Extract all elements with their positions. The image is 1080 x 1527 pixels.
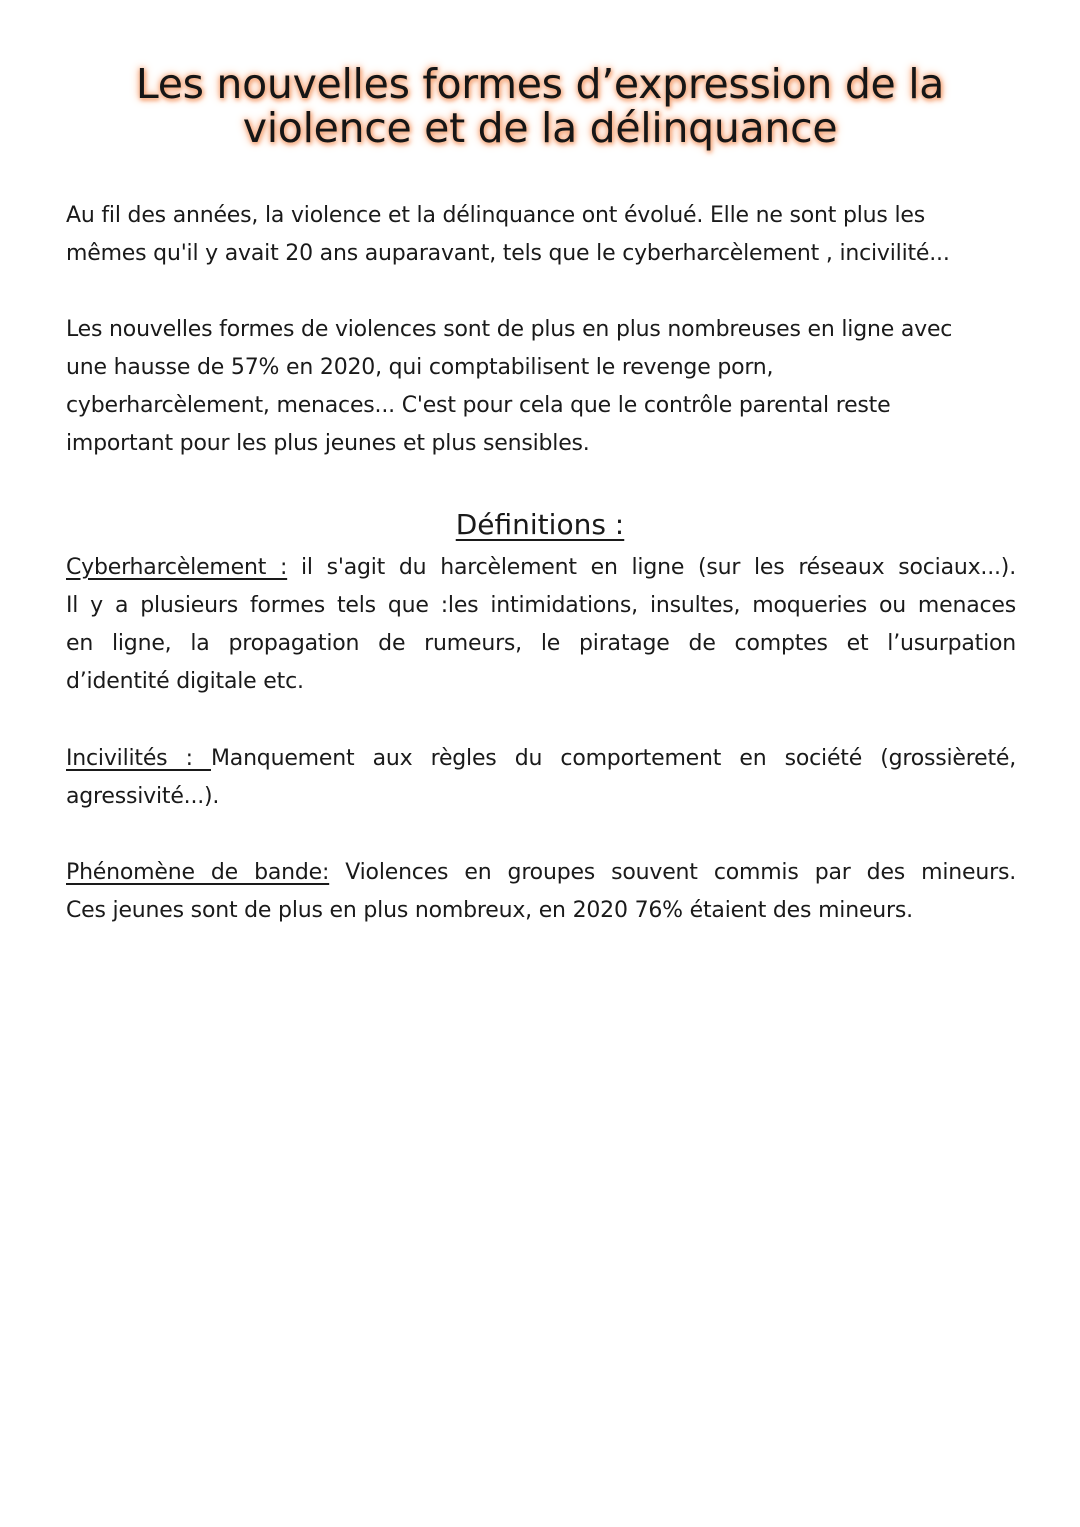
online-violence-paragraph: [66, 311, 1016, 463]
online-line-4: important pour les plus jeunes et plus sensibles.: [66, 431, 590, 456]
online-line-2: une hausse de 57% en 2020, qui comptabilisent le revenge porn,: [66, 355, 774, 380]
definition-term-cyberharcelement: Cyberharcèlement :: [66, 555, 288, 580]
definition-incivilites-line-1-text: Manquement aux règles du comportement en société (grossièreté,: [211, 746, 1017, 771]
intro-line-1: Au fil des années, la violence et la délinquance ont évolué. Elle ne sont plus les: [66, 203, 925, 228]
definition-cyber-line-1: [66, 549, 1016, 587]
page-title: [60, 62, 1020, 150]
definition-bande-line-1-text: Violences en groupes souvent commis par des mineurs.: [329, 860, 1016, 885]
definition-incivilites: [66, 740, 1016, 816]
definition-bande-line-2: Ces jeunes sont de plus en plus nombreux, en 2020 76% étaient des mineurs.: [66, 898, 913, 923]
definitions-heading: [60, 506, 1020, 544]
definition-incivilites-line-2: agressivité...).: [66, 784, 220, 809]
page-title-line-2: violence et de la délinquance: [242, 104, 838, 152]
intro-paragraph: [66, 197, 1016, 273]
definitions-heading-text: Définitions :: [455, 508, 625, 541]
definition-cyber-line-2: Il y a plusieurs formes tels que :les intimidations, insultes, moqueries ou menaces: [66, 593, 1016, 618]
definition-cyber-line-3: en ligne, la propagation de rumeurs, le piratage de comptes et l’usurpation: [66, 631, 1016, 656]
definition-phenomene-de-bande: [66, 854, 1016, 930]
definition-cyber-line-4: d’identité digitale etc.: [66, 669, 304, 694]
definition-cyberharcelement: [66, 549, 1016, 701]
definition-term-incivilites: Incivilités :: [66, 746, 211, 771]
online-line-3: cyberharcèlement, menaces... C'est pour cela que le contrôle parental reste: [66, 393, 891, 418]
definition-cyber-line-1-text: il s'agit du harcèlement en ligne (sur les réseaux sociaux...).: [287, 555, 1016, 580]
definition-bande-line-1: [66, 854, 1016, 892]
definition-term-phenomene-de-bande: Phénomène de bande:: [66, 860, 330, 885]
definition-incivilites-line-1: [66, 740, 1016, 778]
online-line-1: Les nouvelles formes de violences sont de plus en plus nombreuses en ligne avec: [66, 317, 953, 342]
page-title-line-1: Les nouvelles formes d’expression de la: [135, 60, 945, 108]
intro-line-2: mêmes qu'il y avait 20 ans auparavant, tels que le cyberharcèlement , incivilité...: [66, 241, 950, 266]
